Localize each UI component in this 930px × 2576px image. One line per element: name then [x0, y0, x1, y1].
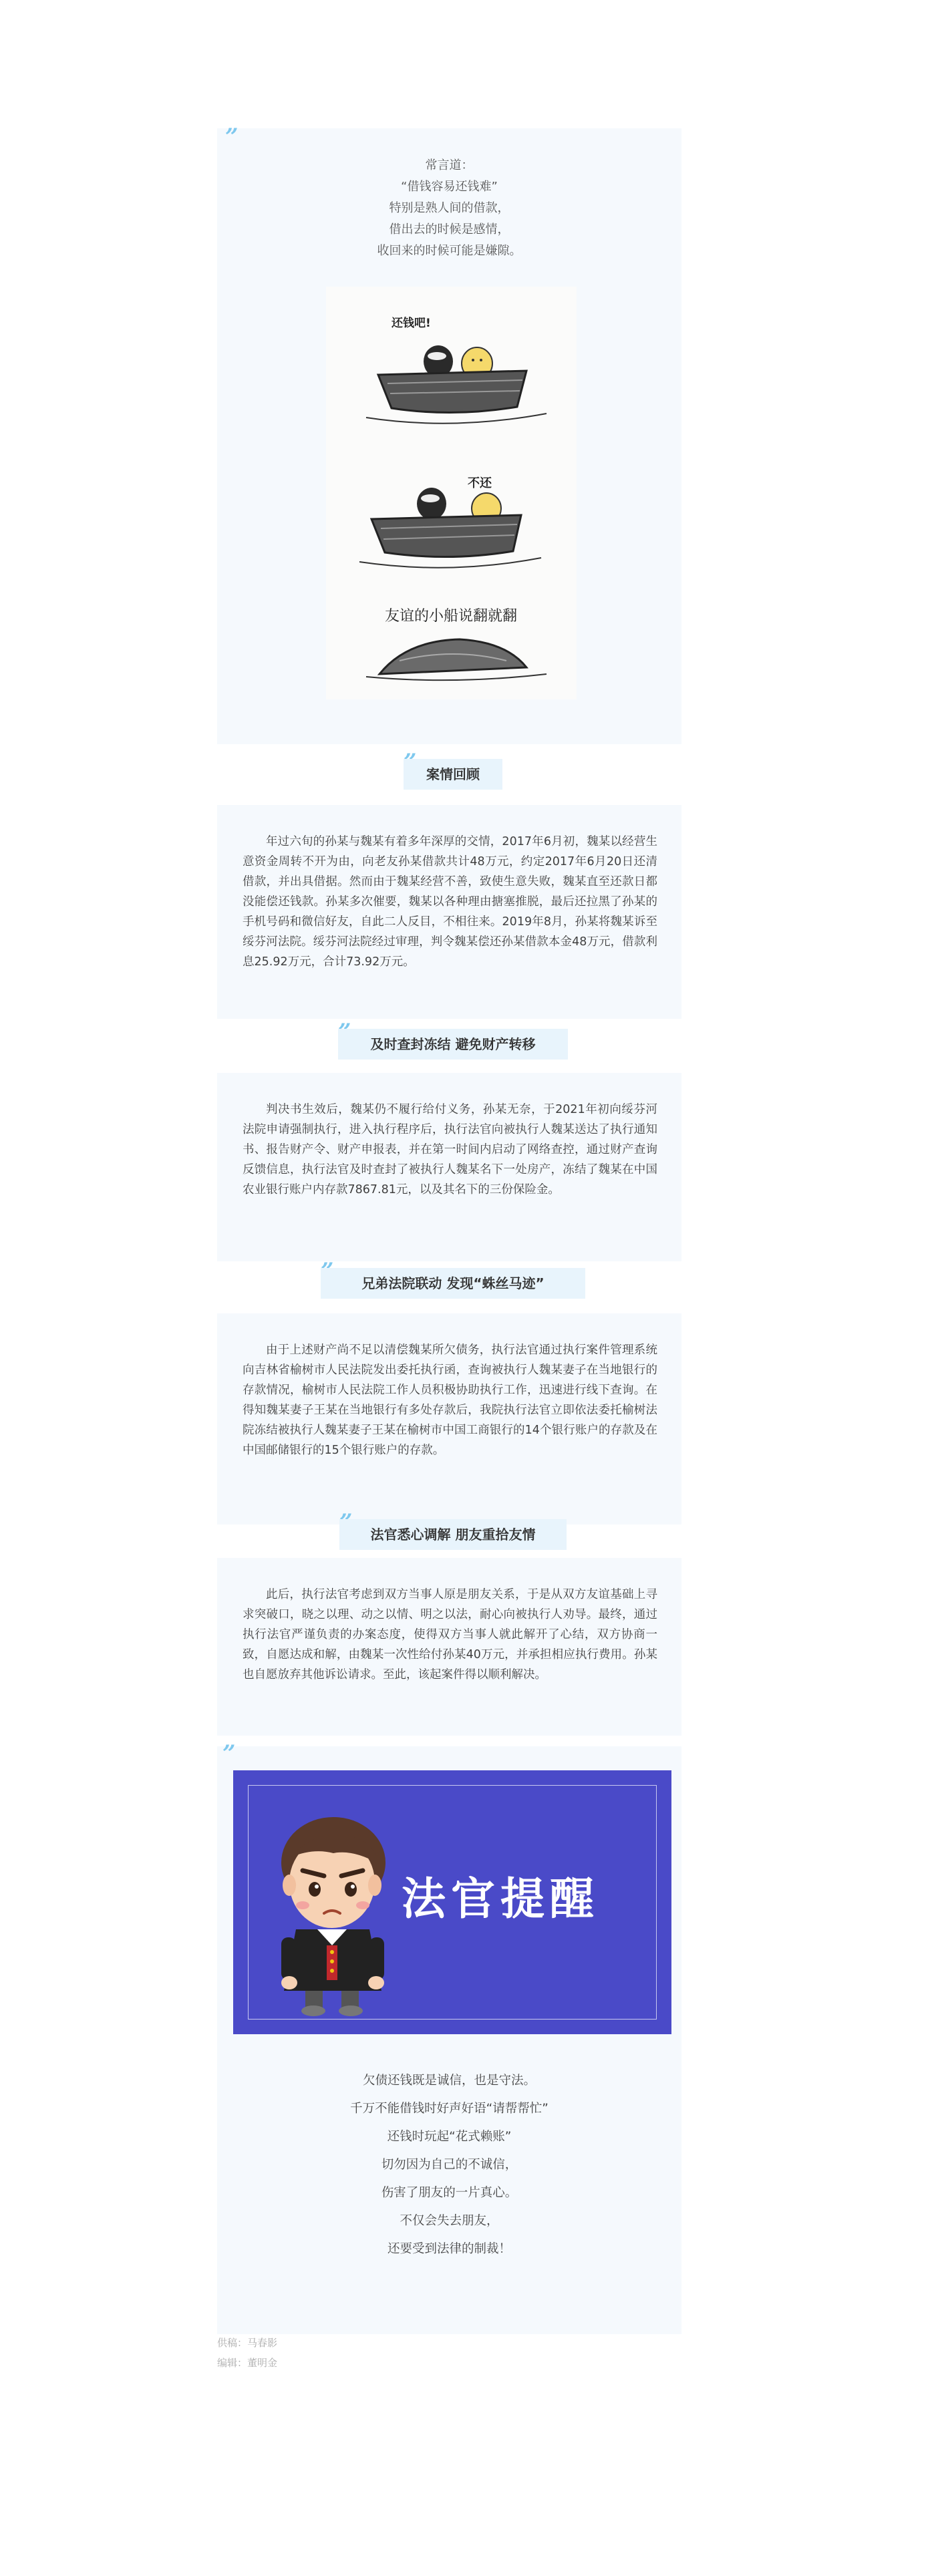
reminder-line: 还钱时玩起“花式赖账” — [387, 2130, 512, 2144]
intro-line: 借出去的时候是感情， — [389, 222, 510, 236]
reminder-line: 欠债还钱既是诚信，也是守法。 — [362, 2074, 536, 2088]
intro-lines — [217, 155, 681, 262]
intro-line: 常言道： — [425, 158, 474, 172]
section-card-court-cooperation — [217, 1313, 681, 1524]
section-title-court-cooperation: 兄弟法院联动 发现“蛛丝马迹” — [321, 1268, 585, 1299]
section-title-freeze-assets: 及时查封冻结 避免财产转移 — [338, 1029, 568, 1060]
section-body: 由于上述财产尚不足以清偿魏某所欠债务，执行法官通过执行案件管理系统向吉林省榆树市人民法院发出委托执行函，查询被执行人魏某妻子在当地银行的存款情况，榆树市人民法院工作人员积极协助执行工作，迅速进行线下查询。在得知魏某妻子王某在当地银行有多处存款后，我院执行法官立即依法委托榆树法院冻结被执行人魏某妻子王某在榆树市中国工商银行的14个银行账户的存款及在中国邮储银行的15个银行账户的存款。 — [243, 1343, 657, 1457]
comic-caption: 友谊的小船说翻就翻 — [384, 608, 518, 625]
section-body: 此后，执行法官考虑到双方当事人原是朋友关系，于是从双方友谊基础上寻求突破口，晓之以理、动之以情、明之以法，耐心向被执行人劝导。最终，通过执行法官严谨负责的办案态度，使得双方当事人就此解开了心结，双方协商一致，自愿达成和解，由魏某一次性给付孙某40万元，并承担相应执行费用。孙某也自愿放弃其他诉讼请求。至此，该起案件得以顺利解决。 — [243, 1588, 657, 1681]
section-body: 判决书生效后，魏某仍不履行给付义务，孙某无奈，于2021年初向绥芬河法院申请强制执行，进入执行程序后，执行法官向被执行人魏某送达了执行通知书、报告财产令、财产申报表，并在第一时间内启动了网络查控，通过财产查询反馈信息，执行法官及时查封了被执行人魏某名下一处房产，冻结了魏某在中国农业银行账户内存款7867.81元，以及其名下的三份保险金。 — [243, 1103, 657, 1196]
reminder-line: 伤害了朋友的一片真心。 — [381, 2186, 518, 2200]
section-card-case-review — [217, 805, 681, 1019]
friendship-boat-comic — [326, 287, 577, 699]
comic-bubble-1: 还钱吧! — [392, 317, 431, 330]
footer-source: 供稿：马春影 — [217, 2337, 278, 2349]
footer-editor: 编辑：董明金 — [217, 2357, 278, 2369]
boat-comic-illustration — [326, 287, 577, 699]
reminder-line: 不仅会失去朋友， — [400, 2214, 499, 2228]
intro-line: 收回来的时候可能是嫌隙。 — [377, 244, 522, 258]
section-card-freeze-assets — [217, 1073, 681, 1261]
reminder-card — [217, 1740, 681, 2334]
section-card-mediation — [217, 1558, 681, 1736]
reminder-line: 还要受到法律的制裁！ — [387, 2242, 511, 2256]
judge-reminder-banner — [233, 1770, 671, 2034]
reminder-line: 千万不能借钱时好声好语“请帮帮忙” — [350, 2102, 549, 2116]
intro-line: “借钱容易还钱难” — [401, 180, 498, 194]
reminder-lines — [217, 2067, 681, 2263]
section-title-mediation: 法官悉心调解 朋友重拾友情 — [339, 1519, 567, 1550]
section-title-case-review: 案情回顾 — [404, 759, 502, 790]
section-body: 年过六旬的孙某与魏某有着多年深厚的交情，2017年6月初，魏某以经营生意资金周转不开为由，向老友孙某借款共计48万元，约定2017年6月20日还清借款，并出具借据。然而由于魏某经营不善，致使生意失败，魏某直至还款日都没能偿还钱款。孙某多次催要，魏某以各种理由搪塞推脱，最后还拉黑了孙某的手机号码和微信好友，自此二人反目，不相往来。2019年8月，孙某将魏某诉至绥芬河法院。绥芬河法院经过审理，判令魏某偿还孙某借款本金48万元，借款利息25.92万元，合计73.92万元。 — [243, 835, 657, 969]
quote-mark-icon: ” — [222, 1740, 236, 1767]
comic-bubble-2: 不还 — [468, 476, 492, 490]
intro-line: 特别是熟人间的借款， — [389, 201, 510, 215]
banner-title: 法官提醒 — [402, 1873, 599, 1925]
intro-card — [217, 124, 681, 744]
reminder-line: 切勿因为自己的不诚信， — [381, 2158, 518, 2172]
quote-mark-icon: ” — [225, 124, 239, 150]
